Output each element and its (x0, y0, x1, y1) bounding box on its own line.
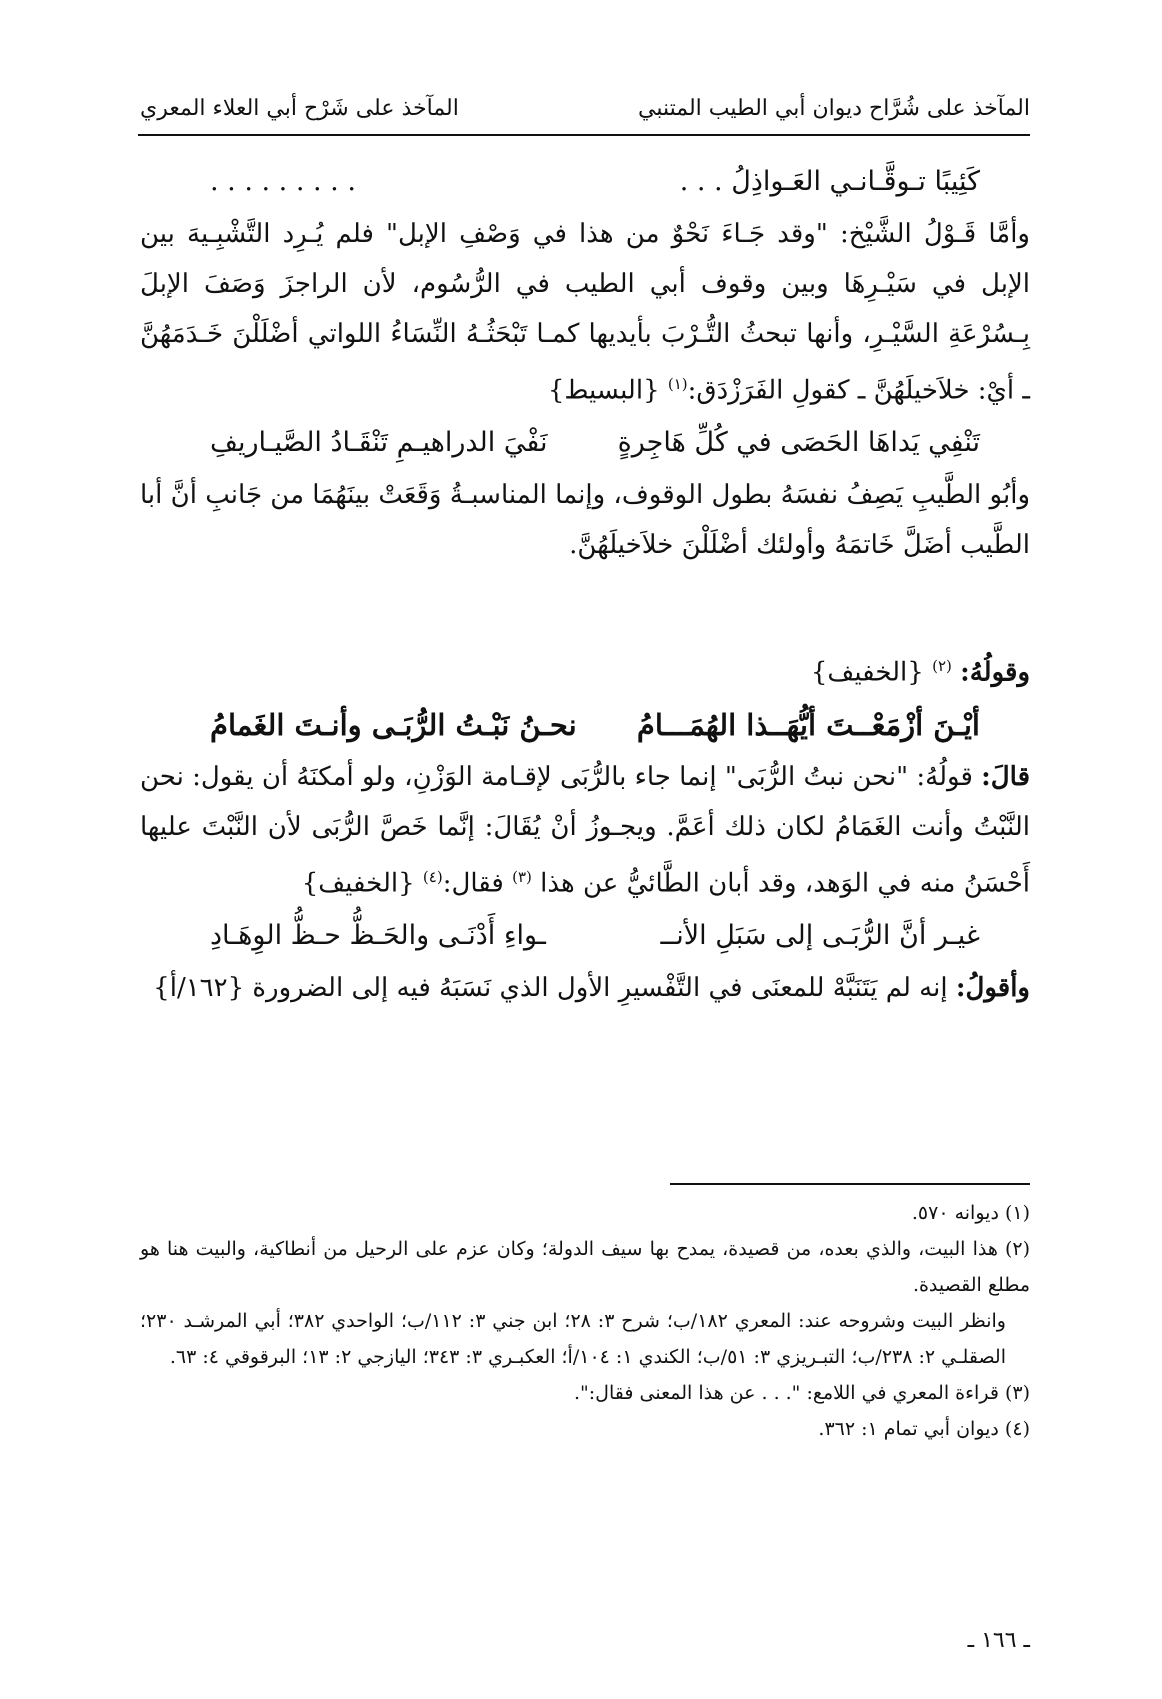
meter-label: {الخفيف} (301, 868, 415, 899)
verse-3-second-hemistich: نحـنُ نَبْـتُ الرُّبَـى وأنـتَ الغَمامُ (210, 708, 577, 743)
running-header (140, 88, 1030, 128)
footnote-3: (٣) قراءة المعري في اللامع: ". . . عن هذا المعنى فقال:". (574, 1382, 1030, 1404)
paragraph-3-mid: فقال: (442, 868, 504, 899)
footnote-ref-4: (٤) (422, 868, 443, 887)
section-gap (140, 570, 1030, 640)
paragraph-4-text: إنه لم يَتَنَبَّهْ للمعنَى في التَّفْسيرِ الأول الذي نَسَبَهُ فيه إلى الضرورة (252, 972, 948, 1003)
verse-3 (140, 698, 1030, 752)
verse-3-first-hemistich: أيْـنَ أزْمَعْــتَ أيُّهَــذا الهُمَـــامُ (636, 708, 980, 743)
footnote-ref-2: (٢) (932, 656, 952, 675)
manuscript-folio-ref: {١٦٢/أ} (153, 972, 245, 1003)
header-rule (138, 134, 1030, 136)
verse-1-second-hemistich: . . . . . . . . . (210, 166, 356, 197)
footnote-2-sources: وانظر البيت وشروحه عند: المعري ١٨٢/ب؛ شرح ٣: ٢٨؛ ابن جني ٣: ١١٢/ب؛ الواحدي ٣٨٢؛ أبي المرشـد ٢٣٠؛ الصقلـي ٢: ٢٣٨/ب؛ التبـريزي ٣: ٥١/ب؛ الكندي ١: ١٠٤/أ؛ العكبـري ٣: ٣٤٣؛ اليازجي ٢: ١٣؛ البرقوقي ٤: ٦٣. (140, 1310, 1006, 1368)
paragraph-1 (140, 209, 1030, 416)
verse-2 (140, 416, 1030, 470)
qal-label: قالَ: (981, 762, 1030, 793)
header-section-title: المآخذ على شَرْح أبي العلاء المعري (140, 95, 459, 121)
footnote-1: (١) ديوانه ٥٧٠. (911, 1202, 1030, 1224)
footnote-ref-1: (١) (667, 375, 688, 393)
verse-1 (140, 155, 1030, 209)
paragraph-4 (140, 963, 1030, 1013)
meter-label: {الخفيف} (810, 657, 924, 688)
verse-4-first-hemistich: غيـر أنَّ الرُّبَـى إلى سَبَلِ الأنــ (660, 919, 980, 951)
paragraph-3 (140, 752, 1030, 909)
verse-4-second-hemistich: ـواءِ أَدْنَـى والحَـظُّ حـظُّ الوِهَـادِ (210, 919, 546, 951)
meter-label: {البسيط} (547, 375, 660, 406)
paragraph-1-text: وأمَّا قَـوْلُ الشَّيْخ: "وقد جَـاءَ نَحْوٌ من هذا في وَصْفِ الإبل" فلم يُـرِد التَّشْبِـيهَ بين الإبل في سَيْـرِهَا وبين وقوف أبي الطيب في الرُّسُوم، لأن الراجزَ وَصَفَ الإبلَ بِـسُرْعَةِ السَّيْـرِ، وأنها تبحثُ التُّـرْبَ بأيديها كمـا تَبْحَثُـهُ النِّسَاءُ اللواتي أضْلَلْنَ خَـدَمَهُنَّ ـ أيْ: خلاَخيلَهُنَّ ـ كقولِ الفَرَزْدَق: (140, 219, 1030, 406)
header-book-title: المآخذ على شُرَّاح ديوان أبي الطيب المتنبي (638, 95, 1030, 121)
verse-2-first-hemistich: تَنْفِي يَداهَا الحَصَى في كُلِّ هَاجِرةٍ (617, 426, 980, 458)
main-text (140, 155, 1030, 1013)
footnote-ref-3: (٣) (512, 868, 532, 887)
verse-1-first-hemistich: كَئِيبًا تـوقَّـانـي العَـواذِلُ . . . (679, 166, 980, 197)
footnotes (140, 1195, 1030, 1447)
verse-heading (140, 640, 1030, 699)
footnote-2: (٢) هذا البيت، والذي بعده، من قصيدة، يمدح بها سيف الدولة؛ وكان عزم على الرحيل من أنطاكية، والبيت هنا هو مطلع القصيدة. (140, 1238, 1030, 1296)
aqul-label: وأقولُ: (955, 972, 1030, 1003)
page-number: ـ ١٦٦ ـ (967, 1628, 1030, 1653)
paragraph-2: وأبُو الطَّيبِ يَصِفُ نفسَهُ بطول الوقوف، وإنما المناسبـةُ وَقَعَتْ بينَهُمَا من جَانبِ أنَّ أبا الطَّيب أضَلَّ خَاتمَهُ وأولئك أضْلَلْنَ خلاَخيلَهُنَّ. (140, 479, 1030, 560)
footnote-rule (670, 1183, 1030, 1185)
paragraph-3-text: قولُهُ: "نحن نبتُ الرُّبَى" إنما جاء بالرُّبَى لإقـامة الوَزْنِ، ولو أمكنَهُ أن يقول: نحن النَّبْتُ وأنت الغَمَامُ لكان ذلك أعَمَّ. ويجـوزُ أنْ يُقَالَ: إنَّما خَصَّ الرُّبَى لأن النَّبْتَ عليها أَحْسَنُ منه في الوَهد، وقد أبان الطَّائيُّ عن هذا (140, 762, 1030, 899)
verse-heading-label: وقولُهُ: (960, 657, 1030, 688)
footnote-4: (٤) ديوان أبي تمام ١: ٣٦٢. (818, 1418, 1030, 1440)
verse-4 (140, 909, 1030, 963)
verse-2-second-hemistich: نَفْيَ الدراهيـمِ تَنْقَـادُ الصَّيـاريفِ (210, 426, 548, 458)
